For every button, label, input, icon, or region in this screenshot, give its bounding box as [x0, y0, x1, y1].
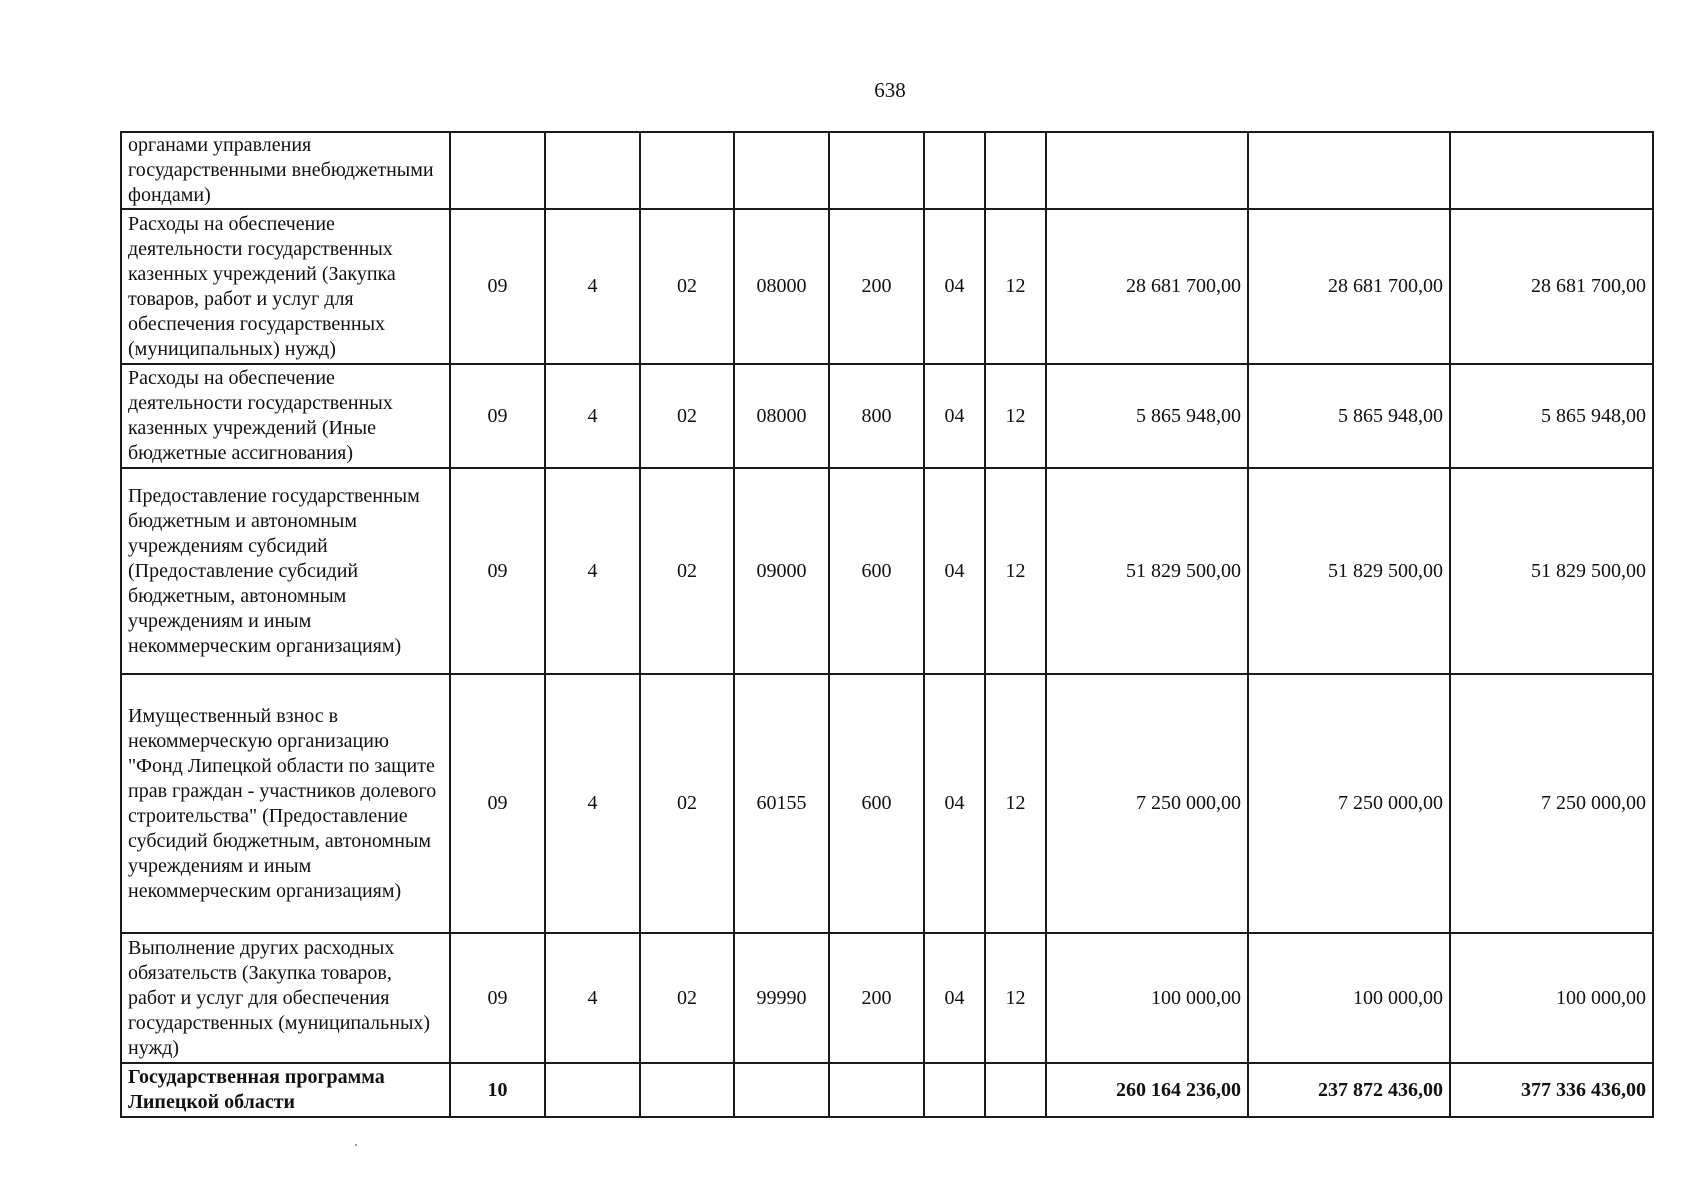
- amount-cell: [1046, 132, 1248, 209]
- code-cell: [829, 132, 924, 209]
- code-cell: 09: [450, 209, 545, 364]
- code-cell: 4: [545, 933, 640, 1063]
- code-cell: 800: [829, 364, 924, 468]
- code-cell: [829, 1063, 924, 1117]
- table-row: [121, 209, 1653, 364]
- budget-table: [120, 131, 1654, 1118]
- code-cell: 09000: [734, 468, 829, 674]
- code-cell: [924, 1063, 985, 1117]
- amount-cell: [1248, 132, 1450, 209]
- code-cell: 600: [829, 674, 924, 933]
- total-row: [121, 1063, 1653, 1117]
- amount-cell: 7 250 000,00: [1248, 674, 1450, 933]
- amount-cell: 28 681 700,00: [1450, 209, 1653, 364]
- code-cell: 12: [985, 364, 1046, 468]
- code-cell: [734, 1063, 829, 1117]
- table-row: [121, 132, 1653, 209]
- amount-cell: 100 000,00: [1046, 933, 1248, 1063]
- code-cell: [640, 132, 734, 209]
- amount-cell: 28 681 700,00: [1046, 209, 1248, 364]
- code-cell: 04: [924, 933, 985, 1063]
- amount-cell: 5 865 948,00: [1450, 364, 1653, 468]
- code-cell: [734, 132, 829, 209]
- row-description: Имущественный взнос в некоммерческую организацию "Фонд Липецкой области по защите прав граждан - участников долевого строительства" (Предоставление субсидий бюджетным, автономным учреждениям и иным некоммерческим организациям): [121, 674, 450, 933]
- code-cell: 09: [450, 468, 545, 674]
- code-cell: 02: [640, 933, 734, 1063]
- code-cell: 12: [985, 209, 1046, 364]
- row-description: Расходы на обеспечение деятельности государственных казенных учреждений (Иные бюджетные ассигнования): [121, 364, 450, 468]
- scan-speck: [355, 1144, 357, 1146]
- code-cell: 99990: [734, 933, 829, 1063]
- code-cell: 12: [985, 674, 1046, 933]
- amount-cell: 51 829 500,00: [1450, 468, 1653, 674]
- code-cell: 04: [924, 209, 985, 364]
- row-description: органами управления государственными внебюджетными фондами): [121, 132, 450, 209]
- code-cell: 10: [450, 1063, 545, 1117]
- row-description: Предоставление государственным бюджетным и автономным учреждениям субсидий (Предоставление субсидий бюджетным, автономным учреждениям и иным некоммерческим организациям): [121, 468, 450, 674]
- code-cell: 09: [450, 933, 545, 1063]
- code-cell: 04: [924, 674, 985, 933]
- code-cell: 4: [545, 364, 640, 468]
- table-row: [121, 674, 1653, 933]
- total-amount: 237 872 436,00: [1248, 1063, 1450, 1117]
- amount-cell: 5 865 948,00: [1046, 364, 1248, 468]
- total-amount: 377 336 436,00: [1450, 1063, 1653, 1117]
- code-cell: 4: [545, 674, 640, 933]
- code-cell: 4: [545, 468, 640, 674]
- amount-cell: 7 250 000,00: [1046, 674, 1248, 933]
- code-cell: 600: [829, 468, 924, 674]
- code-cell: [924, 132, 985, 209]
- amount-cell: 5 865 948,00: [1248, 364, 1450, 468]
- amount-cell: 28 681 700,00: [1248, 209, 1450, 364]
- code-cell: 02: [640, 209, 734, 364]
- code-cell: 12: [985, 933, 1046, 1063]
- code-cell: [640, 1063, 734, 1117]
- code-cell: [450, 132, 545, 209]
- amount-cell: [1450, 132, 1653, 209]
- code-cell: 04: [924, 364, 985, 468]
- amount-cell: 7 250 000,00: [1450, 674, 1653, 933]
- code-cell: 12: [985, 468, 1046, 674]
- code-cell: 60155: [734, 674, 829, 933]
- amount-cell: 100 000,00: [1450, 933, 1653, 1063]
- code-cell: 4: [545, 209, 640, 364]
- amount-cell: 100 000,00: [1248, 933, 1450, 1063]
- code-cell: 09: [450, 674, 545, 933]
- table-row: [121, 364, 1653, 468]
- code-cell: [545, 132, 640, 209]
- code-cell: 04: [924, 468, 985, 674]
- code-cell: 200: [829, 933, 924, 1063]
- code-cell: 02: [640, 468, 734, 674]
- row-description: Выполнение других расходных обязательств (Закупка товаров, работ и услуг для обеспечения государственных (муниципальных) нужд): [121, 933, 450, 1063]
- code-cell: 08000: [734, 209, 829, 364]
- program-title: Государственная программа Липецкой области: [121, 1063, 450, 1117]
- code-cell: 02: [640, 364, 734, 468]
- table-row: [121, 468, 1653, 674]
- amount-cell: 51 829 500,00: [1248, 468, 1450, 674]
- code-cell: [545, 1063, 640, 1117]
- amount-cell: 51 829 500,00: [1046, 468, 1248, 674]
- total-amount: 260 164 236,00: [1046, 1063, 1248, 1117]
- code-cell: 200: [829, 209, 924, 364]
- table-row: [121, 933, 1653, 1063]
- row-description: Расходы на обеспечение деятельности государственных казенных учреждений (Закупка товаров, работ и услуг для обеспечения государственных (муниципальных) нужд): [121, 209, 450, 364]
- page-number: 638: [874, 78, 906, 102]
- code-cell: 02: [640, 674, 734, 933]
- code-cell: [985, 132, 1046, 209]
- code-cell: 08000: [734, 364, 829, 468]
- code-cell: [985, 1063, 1046, 1117]
- code-cell: 09: [450, 364, 545, 468]
